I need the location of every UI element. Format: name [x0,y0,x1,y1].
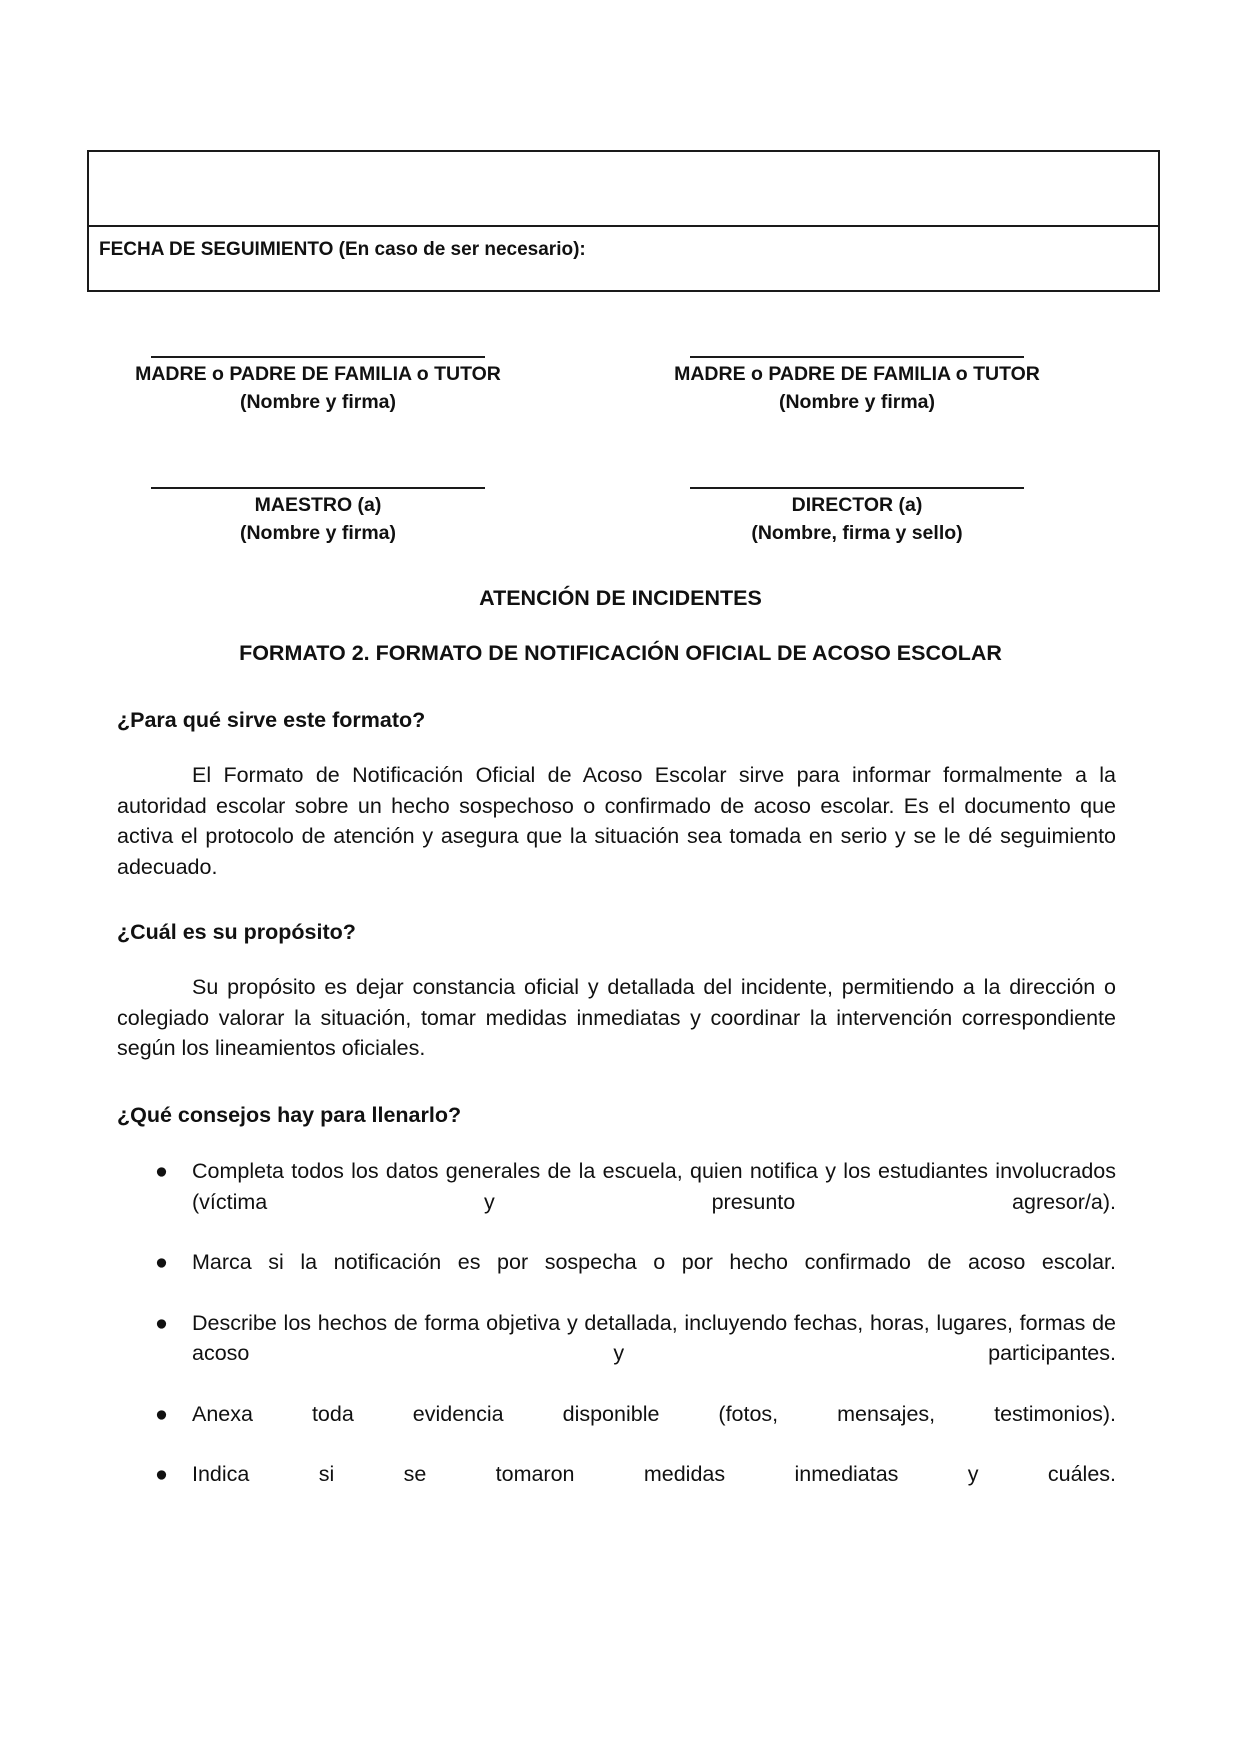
tip-text: Anexa toda evidencia disponible (fotos, mensajes, testimonios). [192,1401,1116,1426]
bullet-icon: ● [155,1401,168,1426]
list-item [117,1156,1116,1217]
bullet-icon: ● [155,1310,168,1335]
bullet-icon: ● [155,1462,168,1486]
signature-parent-2 [647,356,1067,416]
tips-list [117,1156,1116,1520]
bullet-icon: ● [155,1159,168,1183]
follow-up-table [87,150,1160,292]
empty-table-row [89,152,1158,227]
tip-text: Marca si la notificación es por sospecha o por hecho confirmado de acoso escolar. [192,1250,1116,1274]
tip-text: Completa todos los datos generales de la escuela, quien notifica y los estudiantes involucrados (víctima y presunto agresor/a). [192,1159,1116,1214]
paragraph-purpose-use: El Formato de Notificación Oficial de Acoso Escolar sirve para informar formalmente a la autoridad escolar sobre un hecho sospechoso o confirmado de acoso escolar. Es el documento que activa el protocolo de atención y asegura que la situación sea tomada en serio y se le dé seguimiento adecuado. [117,763,1116,879]
signature-parent-1 [108,356,528,416]
section-heading: ATENCIÓN DE INCIDENTES [479,586,762,610]
signature-title: MAESTRO (a) [254,494,382,516]
signature-subtitle: (Nombre y firma) [778,391,936,413]
signature-subtitle: (Nombre y firma) [239,391,397,413]
signature-line [690,487,1024,489]
tip-text: Indica si se tomaron medidas inmediatas y cuáles. [192,1462,1116,1486]
paragraph-purpose: Su propósito es dejar constancia oficial y detallada del incidente, permitiendo a la dirección o colegiado valorar la situación, tomar medidas inmediatas y coordinar la intervención correspondiente según los lineamientos oficiales. [117,975,1116,1060]
signature-title: DIRECTOR (a) [791,494,923,516]
question-tips: ¿Qué consejos hay para llenarlo? [117,1103,462,1127]
list-item [117,1308,1116,1369]
signature-line [151,487,485,489]
list-item [117,1459,1116,1490]
formato-heading: FORMATO 2. FORMATO DE NOTIFICACIÓN OFICIAL DE ACOSO ESCOLAR [239,641,1002,665]
follow-up-date-label: FECHA DE SEGUIMIENTO (En caso de ser necesario): [99,239,586,260]
signature-title: MADRE o PADRE DE FAMILIA o TUTOR [674,363,1040,385]
signature-line [151,356,485,358]
question-purpose-use: ¿Para qué sirve este formato? [117,708,426,732]
signature-director [647,487,1067,547]
list-item [117,1247,1116,1278]
signature-subtitle: (Nombre y firma) [239,522,397,544]
signature-subtitle: (Nombre, firma y sello) [751,522,963,544]
bullet-icon: ● [155,1250,168,1274]
signature-line [690,356,1024,358]
signature-teacher [108,487,528,547]
question-purpose: ¿Cuál es su propósito? [117,920,356,944]
tip-text: Describe los hechos de forma objetiva y detallada, incluyendo fechas, horas, lugares, formas de acoso y participantes. [192,1310,1116,1365]
list-item [117,1399,1116,1430]
signature-title: MADRE o PADRE DE FAMILIA o TUTOR [135,363,501,385]
